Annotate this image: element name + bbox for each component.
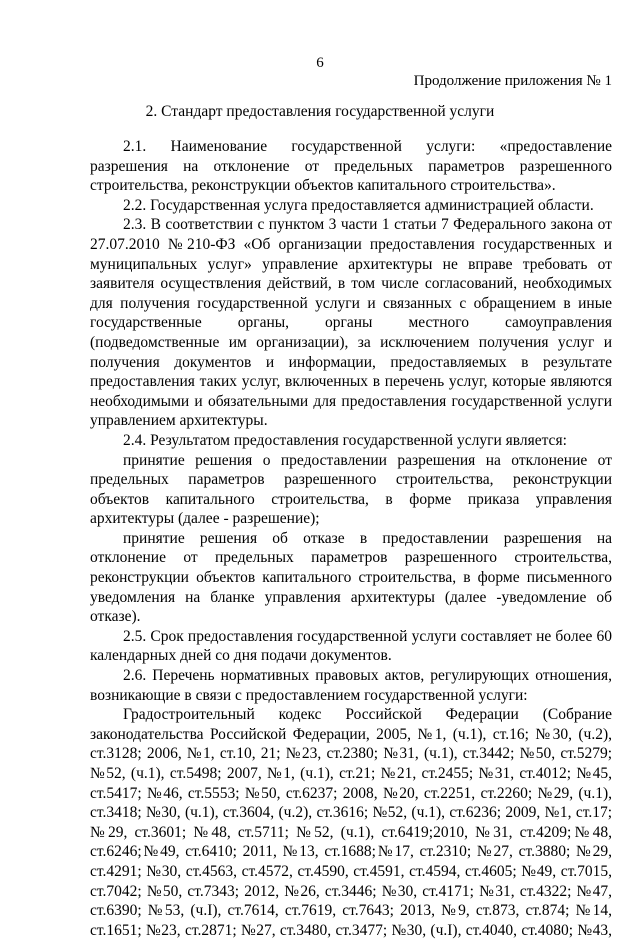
paragraph-2-6: 2.6. Перечень нормативных правовых актов, регулирующих отношения, возникающие в связи с предоставлением государственной услуги: [90,667,612,704]
paragraph-result-refusal: принятие решения об отказе в предоставлении разрешения на отклонение от предельных параметров разрешенного строительства, реконструкции объектов капитального строительства, в форме письменного уведомления на бланке управления архитектуры (далее -уведомление об отказе). [90,529,612,626]
paragraph-2-3: 2.3. В соответствии с пунктом 3 части 1 статьи 7 Федерального закона от 27.07.2010 №210-ФЗ «Об организации предоставления государственных и муниципальных услуг» управление архитектуры не вправе требовать от заявителя осуществления действий, в том числе согласований, необходимых для получения государственной услуги и связанных с обращением в иные государственные органы, органы местного самоуправления (подведомственные им организации), за исключением получения услуг и получения документов и информации, предоставляемых в результате предоставления таких услуг, включенных в перечень услуг, которые являются необходимыми и обязательными для предоставления государственной услуги управлением архитектуры. [90,216,612,430]
paragraph-2-4: 2.4. Результатом предоставления государственной услуги является: [123,431,567,449]
paragraph-result-permit: принятие решения о предоставлении разрешения на отклонение от предельных параметров разрешенного строительства, реконструкции объектов капитального строительства, в форме приказа управления архитектуры (далее - разрешение); [90,451,612,528]
page-number: 6 [316,55,324,71]
paragraph-2-5: 2.5. Срок предоставления государственной услуги составляет не более 60 календарных дней со дня подачи документов. [90,627,612,665]
paragraph-2-2: 2.2. Государственная услуга предоставляется администрацией области. [123,196,594,214]
section-heading: 2. Стандарт предоставления государственной услуги [145,103,495,120]
paragraph-urban-code: Градостроительный кодекс Российской Федерации (Собрание законодательства Российской Федерации, 2005, №1, (ч.1), ст.16; №30, (ч.2), ст.3128; 2006, №1, ст.10, 21; №23, ст.2380; №31, (ч.1), ст.3442; №50, ст.5279; №52, (ч.1), ст.5498; 2007, №1, (ч.1), ст.21; №21, ст.2455; №31, ст.4012; №45, ст.5417; №46, ст.5553; №50, ст.6237; 2008, №20, ст.2251, ст.2260; №29, (ч.1), ст.3418; №30, (ч.1), ст.3604, (ч.2), ст.3616; №52, (ч.1), ст.6236; 2009, №1, ст.17; №29, ст.3601; №48, ст.5711; №52, (ч.1), ст.6419;2010, №31, ст.4209;№48, ст.6246;№49, ст.6410; 2011, №13, ст.1688;№17, ст.2310; №27, ст.3880; №29, ст.4291; №30, ст.4563, ст.4572, ст.4590, ст.4591, ст.4594, ст.4605; №49, ст.7015, ст.7042; №50, ст.7343; 2012, №26, ст.3446; №30, ст.4171; №31, ст.4322; №47, ст.6390; №53, (ч.I), ст.7614, ст.7619, ст.7643; 2013, №9, ст.873, ст.874; №14, ст.1651; №23, ст.2871; №27, ст.3480, ст.3477; №30, (ч.I), ст.4040, ст.4080; №43, [90,706,612,939]
appendix-label: Продолжение приложения № 1 [413,73,612,89]
document-body [90,137,612,940]
paragraph-2-1: 2.1. Наименование государственной услуги: «предоставление разрешения на отклонение от предельных параметров разрешенного строительства, реконструкции объектов капитального строительства». [90,138,612,195]
